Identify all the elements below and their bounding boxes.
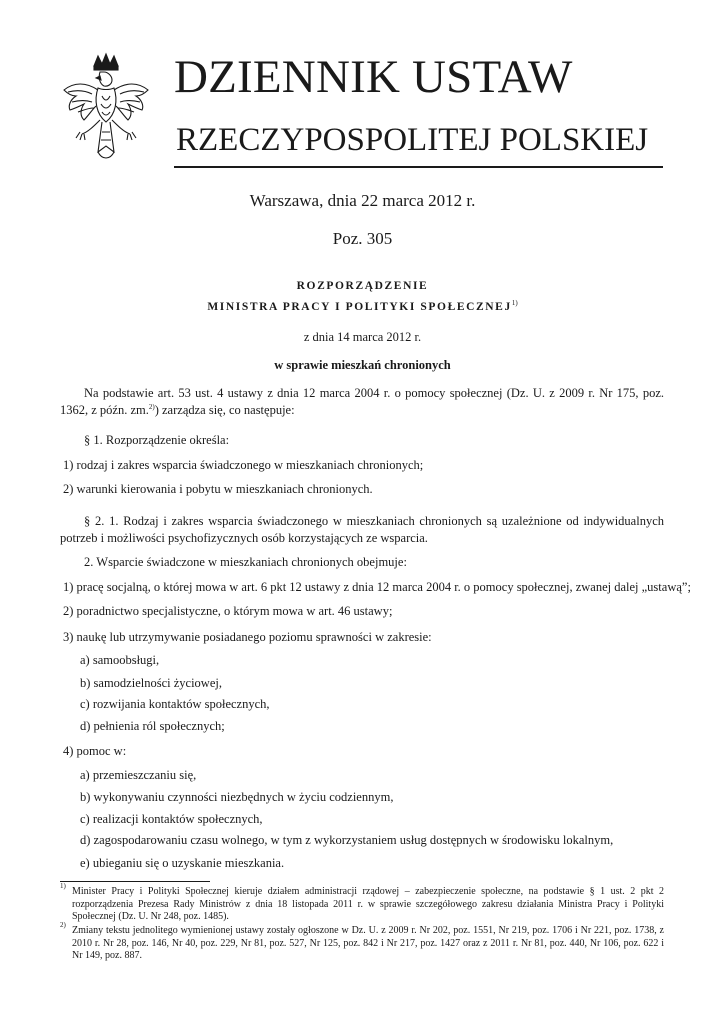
footnote-2: 2) Zmiany tekstu jednolitego wymienionej ustawy zostały ogłoszone w Dz. U. z 2009 r. Nr 202, poz. 1551, Nr 219, poz. 1706 i Nr 221, poz. 1738, z 2010 r. Nr 28, poz. 146, Nr 40, poz. 229, Nr 81, poz. 527, Nr 125, poz. 842 i Nr 217, poz. 1427 oraz z 2011 r. Nr 81, poz. 440, Nr 106, poz. 622 i Nr 149, poz. 887. [60,921,664,962]
point-4-letter-b: b) wykonywaniu czynności niezbędnych w życiu codziennym, [80,790,394,804]
publication-title: DZIENNIK USTAW [174,51,573,103]
polish-eagle-emblem-icon [58,52,154,168]
act-issuer-text: MINISTRA PRACY I POLITYKI SPOŁECZNEJ [207,301,512,313]
publication-date: Warszawa, dnia 22 marca 2012 r. [249,191,476,210]
point-2: 2) poradnictwo specjalistyczne, o którym mowa w art. 46 ustawy; [63,604,393,618]
point-1: 1) pracę socjalną, o której mowa w art. 6 pkt 12 ustawy z dnia 12 marca 2004 r. o pomocy społecznej, zwanej dalej „ustawą”; [63,580,691,594]
act-issuer [60,299,665,313]
footnote-ref-2: 2) [148,403,155,411]
section-1-point-1: 1) rodzaj i zakres wsparcia świadczonego w mieszkaniach chronionych; [63,458,424,472]
footnote-ref-1: 1) [511,299,518,307]
point-4: 4) pomoc w: [63,744,127,758]
preamble-text-end: ) zarządza się, co następuje: [154,403,295,417]
header-divider [174,166,663,168]
point-3-letter-a: a) samoobsługi, [80,653,160,667]
section-1: § 1. Rozporządzenie określa: [84,433,230,447]
act-issue-date: z dnia 14 marca 2012 r. [303,330,422,344]
point-4-letter-c: c) realizacji kontaktów społecznych, [80,812,263,826]
section-1-point-2: 2) warunki kierowania i pobytu w mieszkaniach chronionych. [63,482,373,496]
point-3: 3) naukę lub utrzymywanie posiadanego poziomu sprawności w zakresie: [63,630,432,644]
footnote-1-text: Minister Pracy i Polityki Społecznej kieruje działem administracji rządowej – zabezpieczenie społeczne, na podstawie § 1 ust. 2 pkt 2 rozporządzenia Prezesa Rady Ministrów z dnia 18 listopada 2011 r. w sprawie szczegółowego zakresu działania Ministra Pracy i Polityki Społecznej (Dz. U. Nr 248, poz. 1485). [72,886,664,923]
point-4-letter-d: d) zagospodarowaniu czasu wolnego, w tym z wykorzystaniem usług dostępnych w środowisku lokalnym, [80,833,614,847]
footnote-2-text: Zmiany tekstu jednolitego wymienionej ustawy zostały ogłoszone w Dz. U. z 2009 r. Nr 202, poz. 1551, Nr 219, poz. 1706 i Nr 221, poz. 1738, z 2010 r. Nr 28, poz. 146, Nr 40, poz. 229, Nr 81, poz. 527, Nr 125, poz. 842 i Nr 217, poz. 1427 oraz z 2011 r. Nr 81, poz. 440, Nr 106, poz. 622 i Nr 149, poz. 887. [72,925,664,962]
section-2-paragraph-2: 2. Wsparcie świadczone w mieszkaniach chronionych obejmuje: [84,555,407,569]
section-2-paragraph-1: § 2. 1. Rodzaj i zakres wsparcia świadczonego w mieszkaniach chronionych są uzależnione od indywidualnych potrzeb i możliwości psychofizycznych osób korzystających ze wsparcia. [60,514,664,545]
preamble [60,385,664,419]
publication-subtitle: RZECZYPOSPOLITEJ POLSKIEJ [176,122,649,158]
position-number: Poz. 305 [332,229,393,248]
point-4-letter-e: e) ubieganiu się o uzyskanie mieszkania. [80,856,285,870]
act-type: ROZPORZĄDZENIE [296,280,429,292]
preamble-text: Na podstawie art. 53 ust. 4 ustawy z dnia 12 marca 2004 r. o pomocy społecznej (Dz. U. z 2009 r. Nr 175, poz. 1362, z późn. zm. [60,386,664,417]
footnote-divider [60,881,210,882]
act-subject: w sprawie mieszkań chronionych [274,358,451,372]
point-4-letter-a: a) przemieszczaniu się, [80,768,197,782]
point-3-letter-c: c) rozwijania kontaktów społecznych, [80,697,270,711]
point-3-letter-d: d) pełnienia ról społecznych; [80,719,225,733]
point-3-letter-b: b) samodzielności życiowej, [80,676,222,690]
footnote-1: 1) Minister Pracy i Polityki Społecznej kieruje działem administracji rządowej – zabezpieczenie społeczne, na podstawie § 1 ust. 2 pkt 2 rozporządzenia Prezesa Rady Ministrów z dnia 18 listopada 2011 r. w sprawie szczegółowego zakresu działania Ministra Pracy i Polityki Społecznej (Dz. U. Nr 248, poz. 1485). [60,882,664,923]
